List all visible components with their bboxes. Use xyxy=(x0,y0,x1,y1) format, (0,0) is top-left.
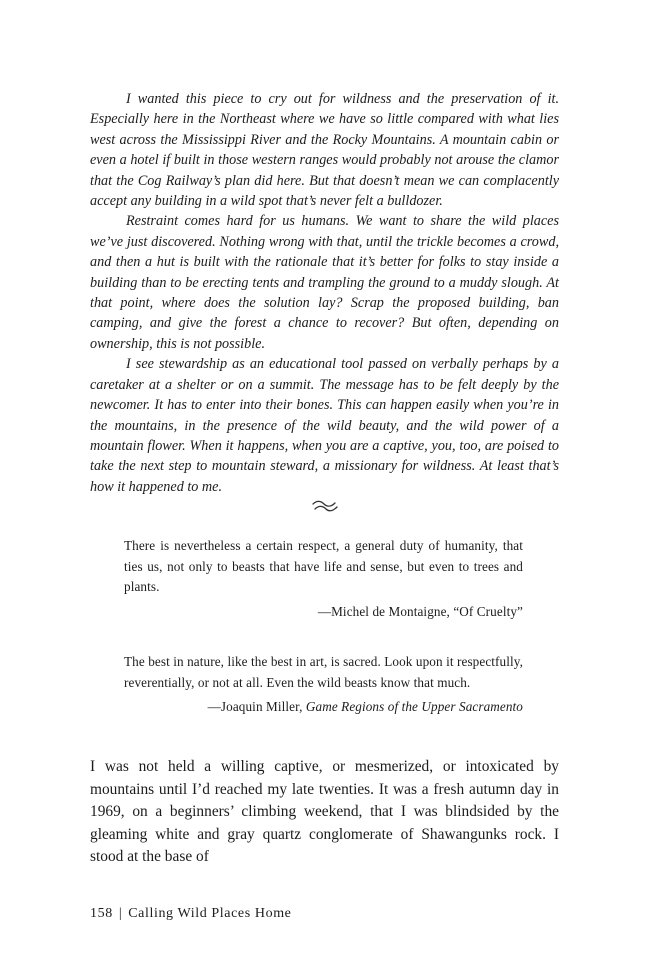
roman-body-text xyxy=(90,756,559,869)
italic-body-text xyxy=(90,89,559,497)
page-footer xyxy=(90,906,292,922)
quote-attribution xyxy=(124,697,523,718)
epigraph-miller xyxy=(124,652,523,718)
swash-ornament-icon xyxy=(310,498,340,514)
footer-separator: | xyxy=(118,906,123,921)
paragraph-2: Restraint comes hard for us humans. We want to share the wild places we’ve just discovered. Nothing wrong with that, until the trickle becomes a crowd, and then a hut is built with the rationale that it’s better for folks to stay inside a building than to be erecting tents and trampling the ground to a muddy slough. At that point, where does the solution lay? Scrap the proposed building, ban camping, and give the forest a chance to recover? But often, depending on ownership, this is not possible. xyxy=(90,213,559,352)
page-number: 158 xyxy=(90,906,113,921)
quote-attribution: —Michel de Montaigne, “Of Cruelty” xyxy=(317,603,523,619)
quote-text: The best in nature, like the best in art, is sacred. Look upon it respectfully, reverentially, or not at all. Even the wild beasts know that much. xyxy=(124,654,523,690)
paragraph-3: I see stewardship as an educational tool passed on verbally perhaps by a caretaker at a shelter or on a summit. The message has to be felt deeply by the newcomer. It has to enter into their bones. This can happen easily when you’re in the mountains, in the presence of the wild beauty, and the wild power of a mountain flower. When it happens, when you are a captive, you, too, are poised to take the next step to mountain steward, a missionary for wildness. At least that’s how it happened to me. xyxy=(90,356,559,495)
quote-text: There is nevertheless a certain respect, a general duty of humanity, that ties us, not only to beasts that have life and sense, but even to trees and plants. xyxy=(124,538,523,594)
quote-author: —Joaquin Miller, xyxy=(207,699,306,714)
running-title: Calling Wild Places Home xyxy=(128,906,292,921)
epigraph-montaigne xyxy=(124,536,523,622)
paragraph-4: I was not held a willing captive, or mesmerized, or intoxicated by mountains until I’d reached my late twenties. It was a fresh autumn day in 1969, on a beginners’ climbing weekend, that I was blindsided by the gleaming white and gray quartz conglomerate of Shawangunks rock. I stood at the base of xyxy=(90,758,559,865)
paragraph-1: I wanted this piece to cry out for wildness and the preservation of it. Especially here in the Northeast where we have so little compared with what lies west across the Mississippi River and the Rocky Mountains. A mountain cabin or even a hotel if built in those western ranges would probably not arouse the clamor that the Cog Railway’s plan did here. But that doesn’t mean we can complacently accept any building in a wild spot that’s never felt a bulldozer. xyxy=(90,91,559,210)
quote-work-title: Game Regions of the Upper Sacramento xyxy=(305,699,523,714)
